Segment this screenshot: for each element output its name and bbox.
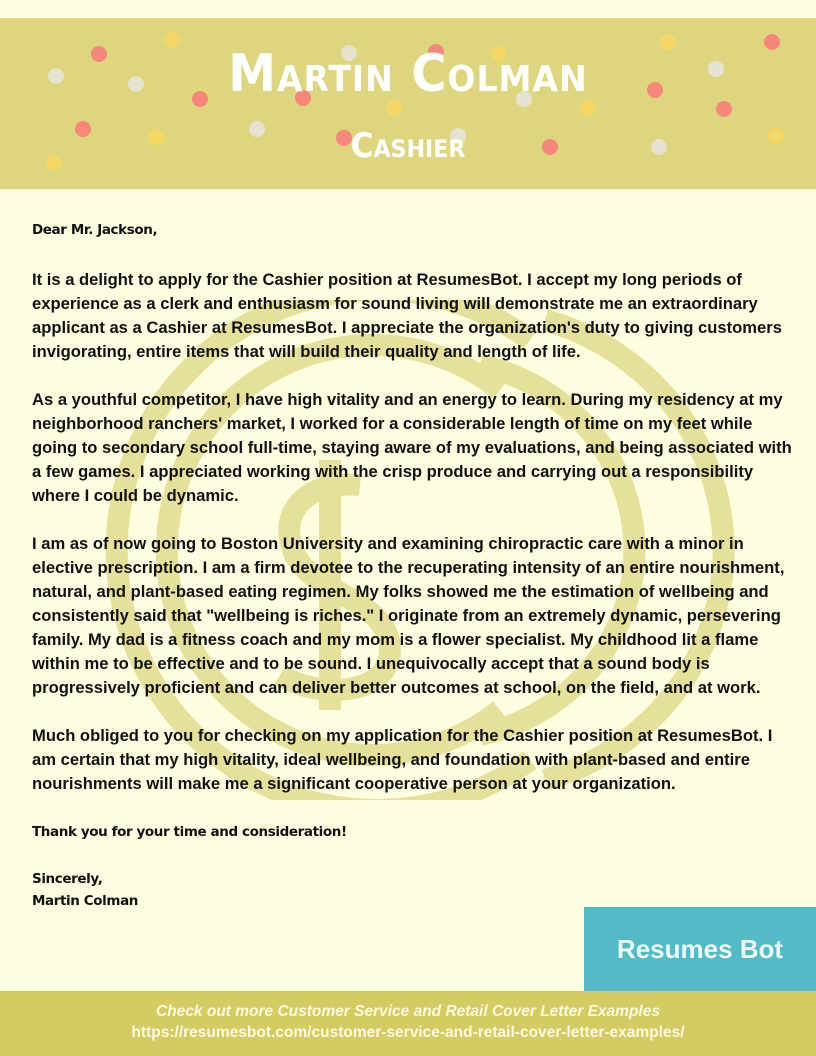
resumes-bot-logo	[584, 907, 816, 991]
brand-label: Resumes Bot	[616, 933, 784, 964]
footer-link[interactable]: https://resumesbot.com/customer-service-and-retail-cover-letter-examples/	[131, 1024, 685, 1041]
paragraph-intro: It is a delight to apply for the Cashier position at ResumesBot. I accept my long periods of experience as a clerk and enthusiasm for sound living will demonstrate me an extraordinary applicant as a Cashier at ResumesBot. I appreciate the organization's duty to giving customers invigorating, entire items that will build their quality and length of life.	[32, 270, 782, 361]
salutation: Dear Mr. Jackson,	[32, 222, 158, 238]
signoff: Sincerely,	[32, 871, 103, 887]
applicant-name: Martin Colman	[228, 44, 588, 104]
footer-cta: Check out more Customer Service and Retail Cover Letter Examples	[156, 1003, 660, 1020]
job-title: Cashier	[350, 126, 466, 166]
paragraph-closing: Much obliged to you for checking on my application for the Cashier position at ResumesBot. I am certain that my high vitality, ideal wellbeing, and foundation with plant-based and entire nourishments will make me a significant cooperative person at your organization.	[32, 726, 773, 793]
paragraph-experience: As a youthful competitor, I have high vitality and an energy to learn. During my residency at my neighborhood ranchers' market, I worked for a considerable length of time on my feet while going to secondary school full-time, staying aware of my evaluations, and being associated with a few games. I appreciated working with the crisp produce and carrying out a responsibility where I could be dynamic.	[32, 390, 792, 505]
cover-letter-body	[32, 218, 792, 912]
footer-banner	[0, 991, 816, 1056]
paragraph-education: I am as of now going to Boston University and examining chiropractic care with a minor in elective prescription. I am a firm devotee to the recuperating intensity of an entire nourishment, natural, and plant-based eating regimen. My folks showed me the estimation of wellbeing and consistently said that "wellbeing is riches." I originate from an extremely dynamic, persevering family. My dad is a fitness coach and my mom is a flower specialist. My childhood lit a flame within me to be effective and to be sound. I unequivocally accept that a sound body is progressively proficient and can deliver better outcomes at school, on the field, and at work.	[32, 534, 785, 697]
signature: Martin Colman	[32, 893, 138, 909]
header-banner	[0, 18, 816, 189]
thank-you-line: Thank you for your time and consideration!	[32, 824, 347, 840]
